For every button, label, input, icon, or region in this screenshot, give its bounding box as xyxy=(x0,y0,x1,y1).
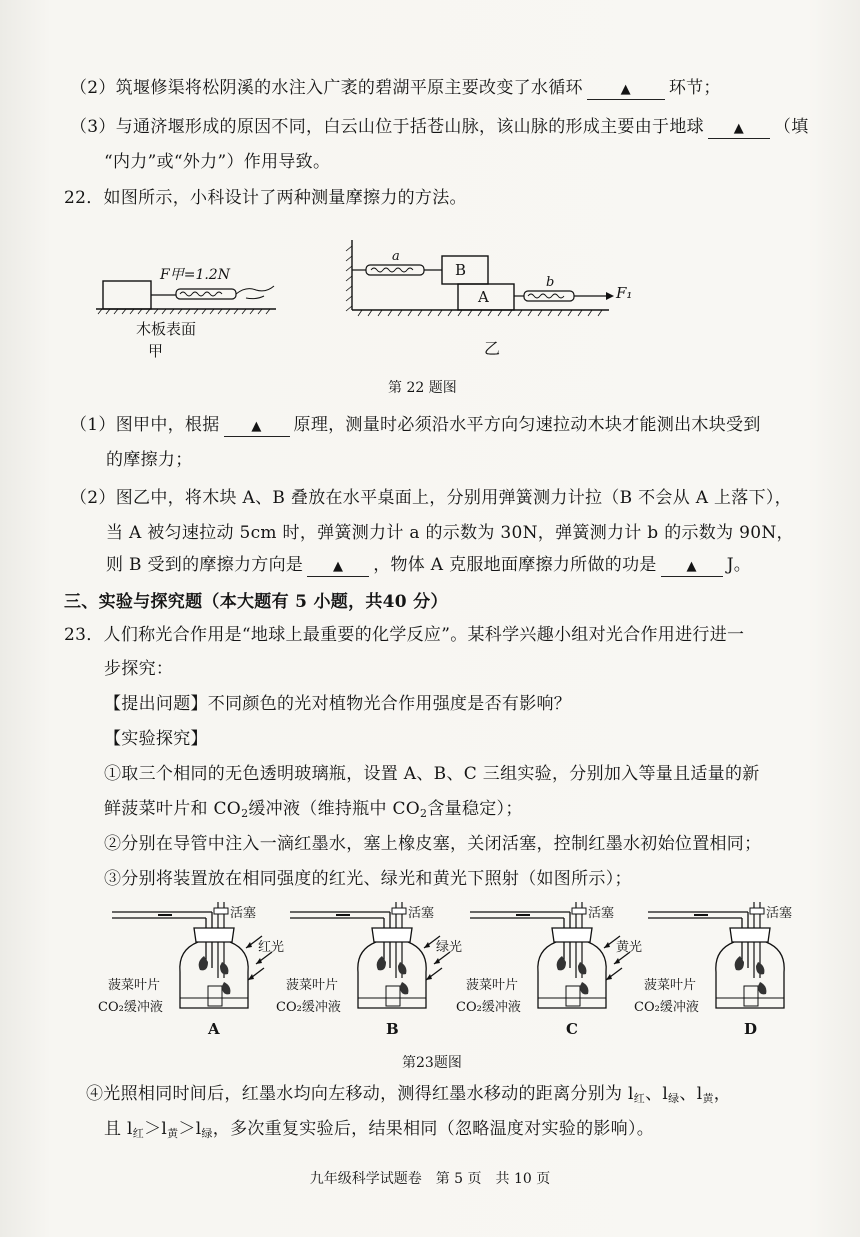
q22-part2-line3: 则 B 受到的摩擦力方向是 ▲ ，物体 A 克服地面摩擦力所做的功是 ▲ J。 xyxy=(106,555,752,575)
q23-explore: 【实验探究】 xyxy=(104,729,208,749)
co2-buffer-label: CO₂缓冲液 xyxy=(456,1000,521,1015)
light-label: 绿光 xyxy=(436,940,463,955)
spinach-leaf-label: 菠菜叶片 xyxy=(466,978,519,993)
scale-b-label: b xyxy=(546,275,555,290)
answer-blank[interactable]: ▲ xyxy=(661,558,723,577)
bottle-label: A xyxy=(208,1020,220,1038)
spring-scale-b xyxy=(524,291,574,301)
block-B-label: B xyxy=(455,261,467,279)
q23-step1-line1: ①取三个相同的无色透明玻璃瓶，设置 A、B、C 三组实验，分别加入等量且适量的新 xyxy=(104,764,760,784)
q22-part2-line2: 当 A 被匀速拉动 5cm 时，弹簧测力计 a 的示数为 30N，弹簧测力计 b 的示数为 90N， xyxy=(106,523,794,543)
q23-step2: ②分别在导管中注入一滴红墨水，塞上橡皮塞，关闭活塞，控制红墨水初始位置相同； xyxy=(104,834,762,854)
q21-part3-line1: （3）与通济堰形成的原因不同，白云山位于括苍山脉，该山脉的形成主要由于地球 ▲ （填 xyxy=(70,117,809,137)
co2-buffer-label: CO₂缓冲液 xyxy=(276,1000,341,1015)
valve-label: 活塞 xyxy=(588,906,615,921)
q22-part1-line2: 的摩擦力； xyxy=(106,450,193,470)
q23-step1-line2: 鲜菠菜叶片和 $CO_2$缓冲液（维持瓶中 $CO_2$含量稳定）； xyxy=(104,799,523,820)
force-label-jia: F甲=1.2N xyxy=(160,267,230,283)
q23-step4-line2: 且 $l_红>l_黄>l_绿$，多次重复实验后，结果相同（忽略温度对实验的影响）。 xyxy=(104,1119,655,1140)
q22-part2-line1: （2）图乙中，将木块 A、B 叠放在水平桌面上，分别用弹簧测力计拉（B 不会从 A 上落下）， xyxy=(70,488,792,508)
scale-a-label: a xyxy=(392,249,400,264)
surface-label: 木板表面 xyxy=(136,320,197,338)
co2-buffer-label: CO₂缓冲液 xyxy=(634,1000,699,1015)
spinach-leaf-label: 菠菜叶片 xyxy=(286,978,339,993)
spring-scale-icon xyxy=(176,289,236,299)
hand-icon xyxy=(236,286,274,299)
bottle-label: B xyxy=(386,1020,399,1038)
co2-buffer-label: CO₂缓冲液 xyxy=(98,1000,163,1015)
bottle-label: C xyxy=(566,1020,578,1038)
spinach-leaf-label: 菠菜叶片 xyxy=(108,978,161,993)
q23-step4-line1: ④光照相同时间后，红墨水均向左移动，测得红墨水移动的距离分别为 $l_红$、$l_绿$、$l_黄$， xyxy=(86,1084,732,1105)
answer-blank[interactable]: ▲ xyxy=(587,81,665,100)
answer-blank[interactable]: ▲ xyxy=(224,418,290,437)
q23-question: 【提出问题】不同颜色的光对植物光合作用强度是否有影响？ xyxy=(104,694,572,714)
light-label: 红光 xyxy=(258,940,285,955)
q21-part3-line2: “内力”或“外力”）作用导致。 xyxy=(104,152,331,172)
q22-part1-line1: （1）图甲中，根据 ▲ 原理，测量时必须沿水平方向匀速拉动木块才能测出木块受到 xyxy=(70,415,761,435)
spinach-leaf-label: 菠菜叶片 xyxy=(644,978,697,993)
wood-block xyxy=(103,281,151,309)
valve-label: 活塞 xyxy=(230,906,257,921)
section-3-heading: 三、实验与探究题（本大题有 5 小题，共40 分） xyxy=(64,592,448,612)
page-footer: 九年级科学试题卷 第 5 页 共 10 页 xyxy=(309,1171,551,1187)
light-label: 黄光 xyxy=(616,940,643,955)
figure-22-caption: 第 22 题图 xyxy=(388,380,457,396)
q23-stem-line1: 23．人们称光合作用是“地球上最重要的化学反应”。某科学兴趣小组对光合作用进行进一 xyxy=(64,625,745,645)
figure-label-yi: 乙 xyxy=(484,339,501,358)
block-A-label: A xyxy=(478,288,489,306)
q21-part2: （2）筑堰修渠将松阴溪的水注入广袤的碧湖平原主要改变了水循环 ▲ 环节； xyxy=(70,78,721,98)
bottle-label: D xyxy=(744,1020,758,1038)
figure-label-jia: 甲 xyxy=(148,342,164,360)
force-label-yi: F₁ xyxy=(616,284,633,302)
valve-label: 活塞 xyxy=(408,906,435,921)
q23-step3: ③分别将装置放在相同强度的红光、绿光和黄光下照射（如图所示）； xyxy=(104,869,632,889)
answer-blank[interactable]: ▲ xyxy=(708,120,770,139)
q23-stem-line2: 步探究： xyxy=(104,659,174,679)
answer-blank[interactable]: ▲ xyxy=(307,558,369,577)
figure-23-caption: 第23题图 xyxy=(402,1055,462,1071)
q22-stem: 22．如图所示，小科设计了两种测量摩擦力的方法。 xyxy=(64,188,467,208)
valve-label: 活塞 xyxy=(766,906,793,921)
